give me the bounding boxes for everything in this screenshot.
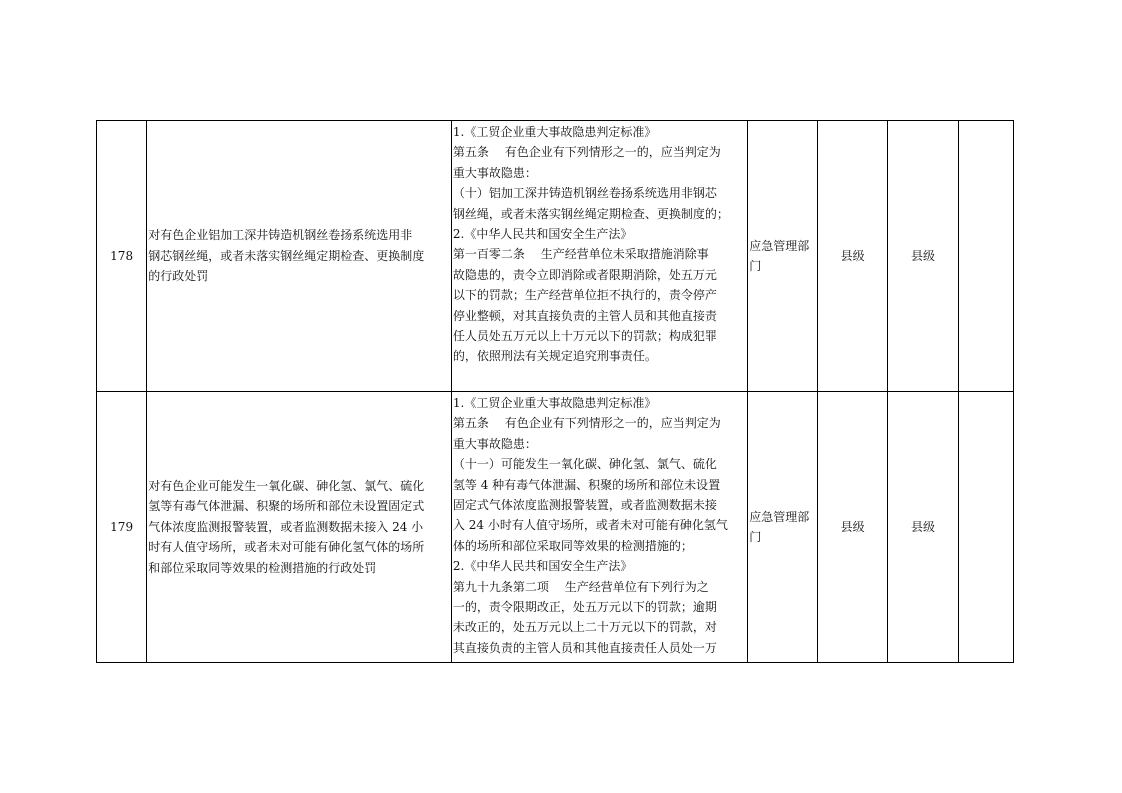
basis-line: 第一百零二条 生产经营单位未采取措施消除事: [452, 247, 709, 262]
department-text: 应急管理部门: [749, 238, 810, 273]
item-line: 气体浓度监测报警装置，或者监测数据未接入 24 小: [148, 519, 424, 534]
legal-basis-cell: [451, 121, 747, 392]
level-cell-2: 县级: [888, 121, 958, 392]
table-row-179: [97, 392, 1014, 663]
item-line: 钢芯钢丝绳，或者未落实钢丝绳定期检查、更换制度: [148, 248, 425, 263]
table-row-178: [97, 121, 1014, 392]
basis-line: 钢丝绳，或者未落实钢丝绳定期检查、更换制度的；: [452, 206, 729, 221]
basis-line: 重大事故隐患：: [452, 165, 537, 180]
department-cell: [747, 392, 817, 663]
department-text: 应急管理部门: [749, 509, 810, 544]
item-cell: [147, 121, 452, 392]
item-line: 时有人值守场所，或者未对可能有砷化氢气体的场所: [148, 540, 425, 555]
row-number: 179: [97, 392, 147, 663]
basis-line: 第五条 有色企业有下列情形之一的，应当判定为: [452, 145, 721, 160]
remarks-cell: [958, 121, 1013, 392]
item-line: 氢等有毒气体泄漏、积聚的场所和部位未设置固定式: [148, 499, 425, 514]
basis-line: 1.《工贸企业重大事故隐患判定标准》: [452, 396, 657, 410]
basis-line: 停业整顿，对其直接负责的主管人员和其他直接责: [452, 308, 717, 323]
basis-line: 2.《中华人民共和国安全生产法》: [452, 559, 633, 574]
basis-line: 1.《工贸企业重大事故隐患判定标准》: [452, 125, 657, 139]
basis-line: 第九十九条第二项 生产经营单位有下列行为之: [452, 579, 709, 594]
basis-line: （十一）可能发生一氧化碳、砷化氢、氯气、硫化: [452, 457, 717, 472]
item-line: 对有色企业铝加工深井铸造机钢丝卷扬系统选用非: [148, 228, 413, 243]
item-line: 的行政处罚: [148, 269, 209, 284]
basis-line: （十）铝加工深井铸造机钢丝卷扬系统选用非钢芯: [452, 186, 717, 201]
level-cell: 县级: [817, 121, 887, 392]
basis-line: 以下的罚款；生产经营单位拒不执行的，责令停产: [452, 288, 717, 303]
basis-line: 重大事故隐患：: [452, 436, 537, 451]
basis-line: 任人员处五万元以上十万元以下的罚款；构成犯罪: [452, 329, 717, 344]
row-number: 178: [97, 121, 147, 392]
basis-line: 固定式气体浓度监测报警装置，或者监测数据未接: [452, 498, 717, 513]
department-cell: [747, 121, 817, 392]
basis-line: 的，依照刑法有关规定追究刑事责任。: [452, 349, 657, 364]
basis-line: 未改正的，处五万元以上二十万元以下的罚款，对: [452, 620, 717, 635]
basis-line: 其直接负责的主管人员和其他直接责任人员处一万: [452, 640, 717, 655]
penalty-table: [96, 120, 1014, 663]
basis-line: 2.《中华人民共和国安全生产法》: [452, 227, 633, 242]
remarks-cell: [958, 392, 1013, 663]
level-cell: 县级: [817, 392, 887, 663]
legal-basis-cell: [451, 392, 747, 663]
item-line: 和部位采取同等效果的检测措施的行政处罚: [148, 560, 377, 575]
basis-line: 入 24 小时有人值守场所，或者未对可能有砷化氢气: [452, 518, 728, 533]
basis-line: 一的，责令限期改正，处五万元以下的罚款；逾期: [452, 600, 717, 615]
basis-line: 第五条 有色企业有下列情形之一的，应当判定为: [452, 416, 721, 431]
basis-line: 氢等 4 种有毒气体泄漏、积聚的场所和部位未设置: [452, 477, 721, 492]
item-cell: [147, 392, 452, 663]
item-line: 对有色企业可能发生一氧化碳、砷化氢、氯气、硫化: [148, 478, 425, 493]
level-cell-2: 县级: [888, 392, 958, 663]
basis-line: 体的场所和部位采取同等效果的检测措施的；: [452, 538, 693, 553]
basis-line: 故隐患的，责令立即消除或者限期消除，处五万元: [452, 267, 717, 282]
